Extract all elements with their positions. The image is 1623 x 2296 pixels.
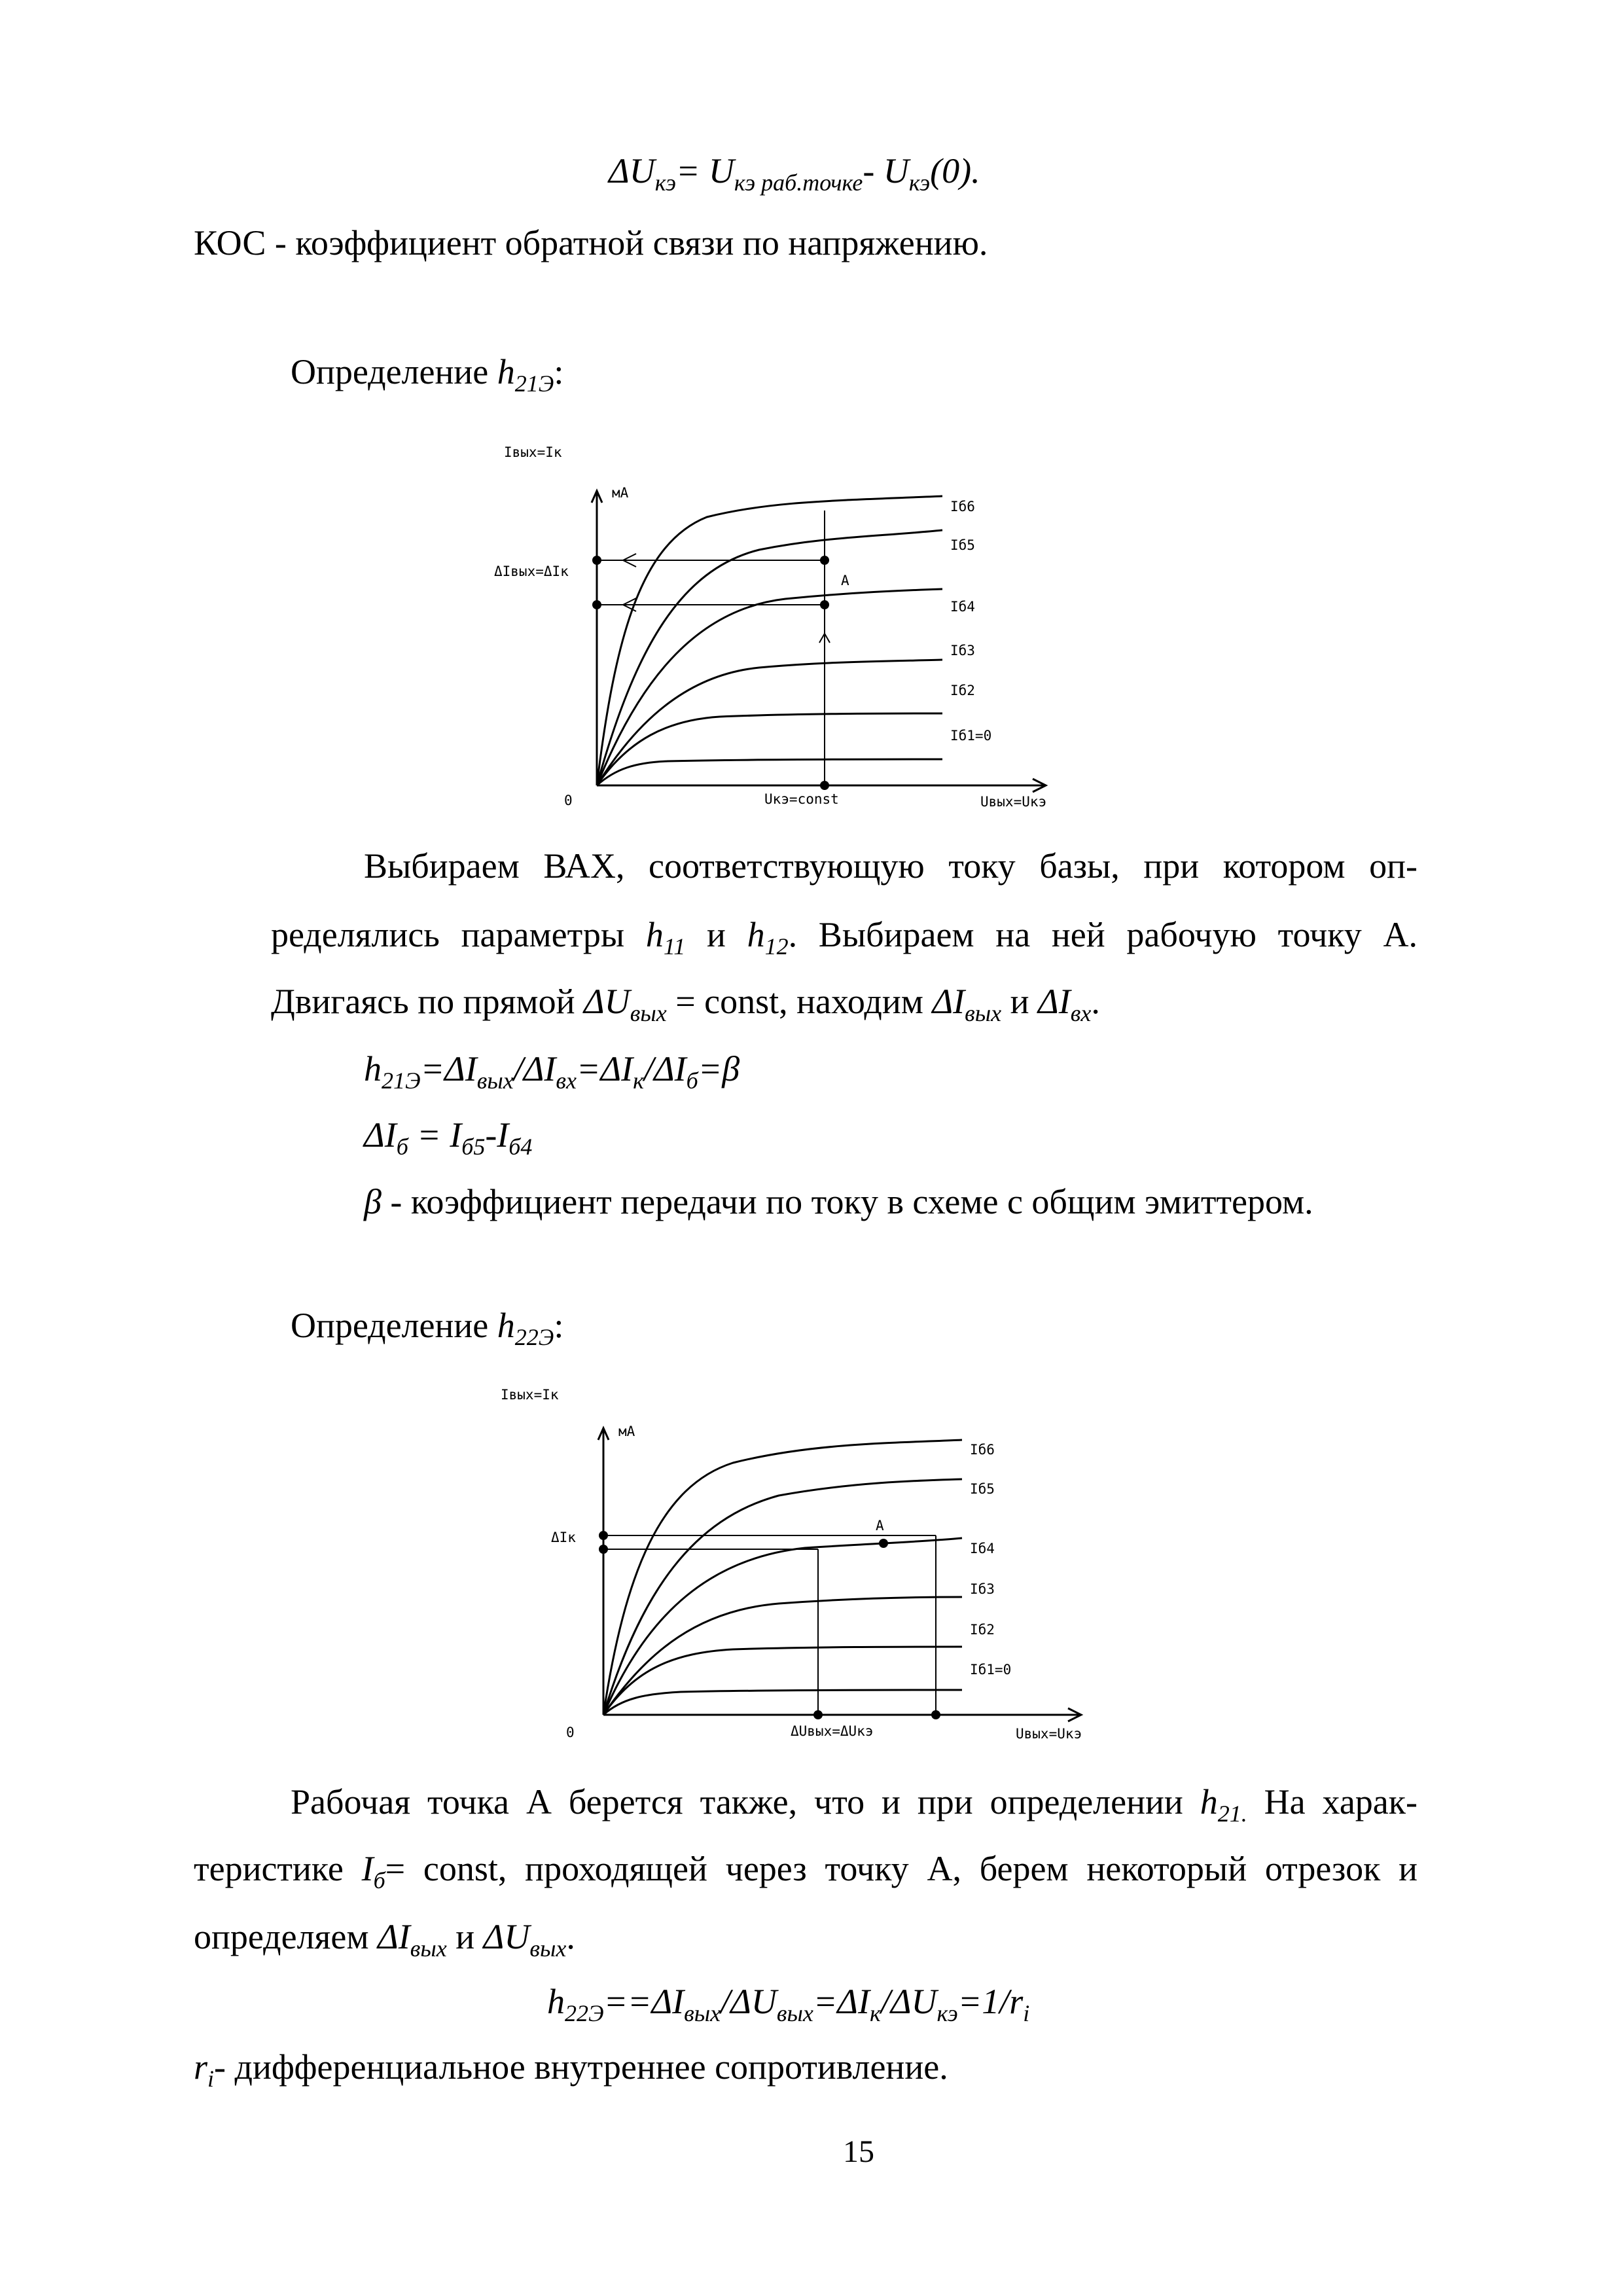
operating-point-a [879,1539,888,1548]
h21-formula: $h_{21Э}=\Delta I_{вых}/\Delta I_{вх}=\Delta I_к/\Delta I_б=\beta$ [364,1049,740,1094]
curve-ib4 [603,1538,962,1715]
curve-ib1 [597,759,942,785]
unit-label: мА [618,1424,635,1439]
axis-point [820,781,829,790]
beta-definition: β - коэффициент передачи по току в схеме с общим эмиттером. [364,1182,1313,1221]
point-a-label: A [841,573,849,588]
axis-point [592,556,601,565]
delta-current-label: ΔIвых=ΔIк [494,564,569,579]
curve-label: Iб4 [950,599,975,615]
x-mark-label: Uкэ=const [764,791,839,807]
paragraph-1-line-1: Выбираем ВАХ, соответствующую току базы, при котором оп- [364,846,1418,886]
x-axis-label: Uвых=Uкэ [980,794,1047,810]
axis-point [599,1531,608,1540]
x-mark-label: ΔUвых=ΔUкэ [791,1723,874,1739]
paragraph-2-line-2: теристике $I_б=$ const, проходящей через точку А, берем некоторый отрезок и [194,1849,1418,1893]
operating-point-a [820,600,829,609]
curve-ib2 [597,713,942,785]
curve-ib6 [597,496,942,785]
h22-output-characteristics-chart [484,1381,1139,1748]
curve-ib5 [597,530,942,785]
h21-heading: Определение $h_{21Э}$: [291,352,564,397]
page-number: 15 [843,2134,874,2169]
curve-label: Iб1=0 [970,1662,1012,1677]
curve-label: Iб1=0 [950,728,992,744]
curve-label: Iб5 [950,537,975,553]
delta-ib-formula: $\Delta I_б = I_{б5}-I_{б4}$ [364,1115,533,1160]
unit-label: мА [612,485,629,501]
h21-output-characteristics-chart [484,439,1126,825]
paragraph-1-line-3: Двигаясь по прямой $\Delta U_{вых}$ = const, находим $\Delta I_{вых}$ и $\Delta I_{вх}$. [271,982,1100,1026]
curve-label: Iб6 [950,499,975,514]
curve-ib4 [597,589,942,785]
x-axis-label: Uвых=Uкэ [1016,1726,1082,1742]
axis-point [813,1710,823,1719]
curve-label: Iб6 [970,1442,995,1458]
delta-current-label: ΔIк [551,1530,576,1545]
curve-label: Iб4 [970,1541,995,1556]
axis-point [599,1545,608,1554]
h22-formula: $h_{22Э}==\Delta I_{вых}/\Delta U_{вых}=\Delta I_к/\Delta U_{кэ}=1/r_i$ [547,1982,1030,2026]
curve-ib3 [597,660,942,785]
kos-definition: КОС - коэффициент обратной связи по напряжению. [194,223,988,262]
formula-delta-uke: $\Delta U_{кэ}= U_{кэ раб.точке}-$ $U_{кэ}(0)$. [609,151,980,196]
curve-ib2 [603,1647,962,1715]
paragraph-2-line-1: Рабочая точка А берется также, что и при определении $h_{21.}$ На харак- [291,1782,1418,1827]
point-a-label: A [876,1518,884,1534]
origin-label: 0 [566,1725,575,1740]
curve-label: Iб2 [950,683,975,698]
curve-ib1 [603,1690,962,1715]
axis-point [931,1710,940,1719]
y-axis-label: Iвых=Iк [501,1387,559,1403]
curve-label: Iб2 [970,1622,995,1638]
curve-label: Iб5 [970,1481,995,1497]
ri-definition: $r_i-$ дифференциальное внутреннее сопротивление. [194,2047,948,2092]
origin-label: 0 [564,793,573,808]
curve-label: Iб3 [950,643,975,658]
axis-point [592,600,601,609]
paragraph-2-line-3: определяем $\Delta I_{вых}$ и $\Delta U_{вых}$. [194,1917,575,1962]
point-on-ib5 [820,556,829,565]
curve-label: Iб3 [970,1581,995,1597]
paragraph-1-line-2: ределялись параметры $h_{11}$ и $h_{12}$. Выбираем на ней рабочую точку А. [271,915,1418,960]
curve-ib3 [603,1597,962,1715]
h22-heading: Определение $h_{22Э}$: [291,1306,564,1350]
y-axis-label: Iвых=Iк [504,444,562,460]
